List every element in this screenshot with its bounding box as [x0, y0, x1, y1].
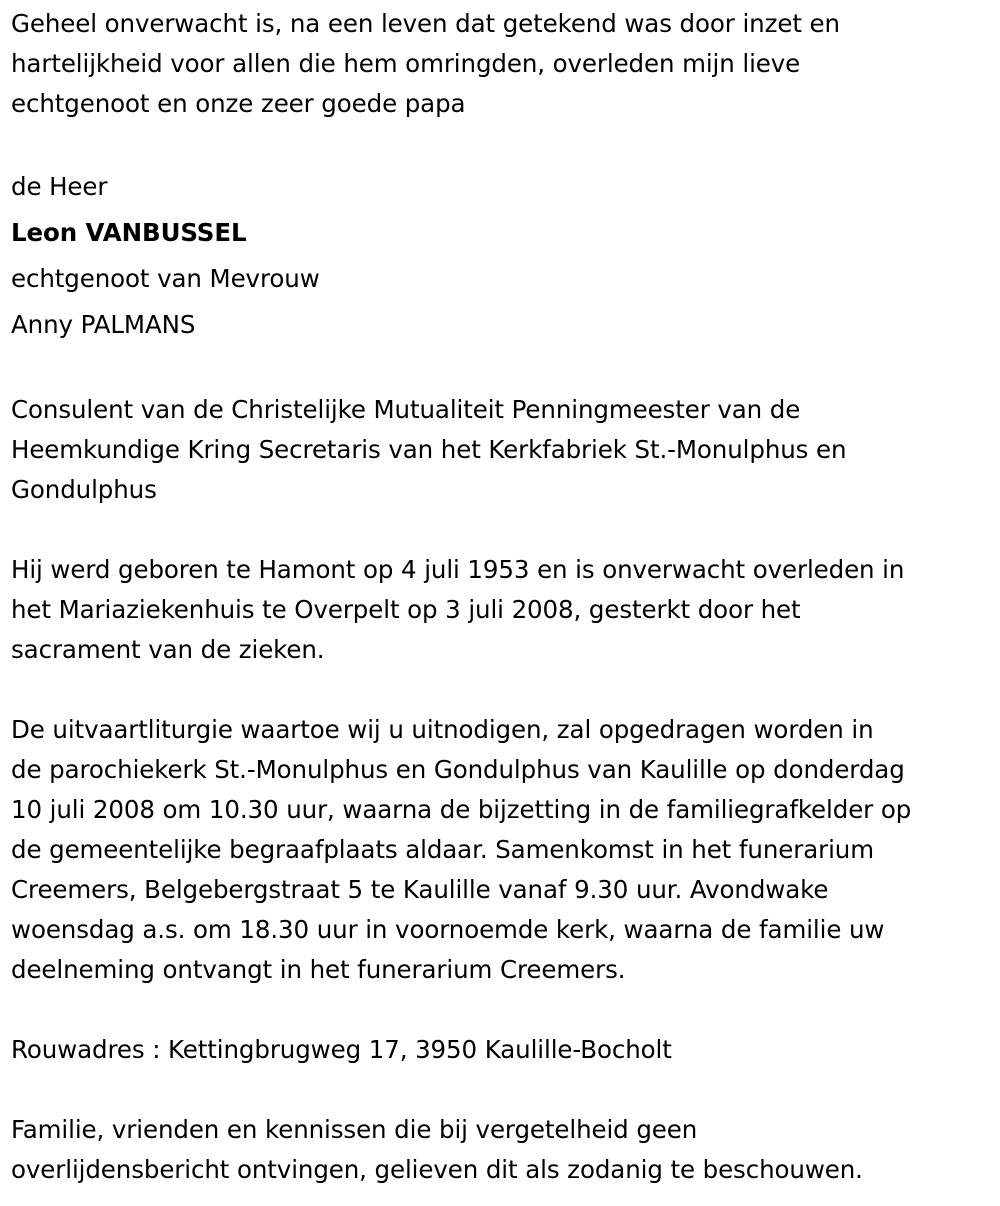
person-block [11, 164, 993, 348]
funeral-line: de parochiekerk St.-Monulphus en Gondulphus van Kaulille op donderdag [11, 755, 905, 784]
birth-death-paragraph [11, 550, 993, 670]
funeral-paragraph [11, 710, 993, 990]
paragraph-gap [11, 510, 993, 550]
funeral-line: 10 juli 2008 om 10.30 uur, waarna de bijzetting in de familiegrafkelder op [11, 795, 912, 824]
intro-paragraph [11, 4, 993, 124]
intro-line: hartelijkheid voor allen die hem omringden, overleden mijn lieve [11, 49, 801, 78]
paragraph-gap [11, 990, 993, 1030]
paragraph-gap [11, 670, 993, 710]
closing-line: overlijdensbericht ontvingen, gelieven dit als zodanig te beschouwen. [11, 1155, 863, 1184]
obituary-document [11, 4, 993, 1190]
person-title: de Heer [11, 172, 108, 201]
functions-line: Gondulphus [11, 475, 157, 504]
funeral-line: de gemeentelijke begraafplaats aldaar. Samenkomst in het funerarium [11, 835, 874, 864]
paragraph-gap [11, 124, 993, 164]
spouse-label: echtgenoot van Mevrouw [11, 264, 320, 293]
birth-death-line: sacrament van de zieken. [11, 635, 325, 664]
funeral-line: woensdag a.s. om 18.30 uur in voornoemde kerk, waarna de familie uw [11, 915, 885, 944]
closing-line: Familie, vrienden en kennissen die bij vergetelheid geen [11, 1115, 698, 1144]
functions-paragraph [11, 390, 993, 510]
mourning-address: Rouwadres : Kettingbrugweg 17, 3950 Kaulille-Bocholt [11, 1035, 672, 1064]
functions-line: Heemkundige Kring Secretaris van het Kerkfabriek St.-Monulphus en [11, 435, 847, 464]
person-name: Leon VANBUSSEL [11, 218, 247, 247]
paragraph-gap [11, 1070, 993, 1110]
closing-paragraph [11, 1110, 993, 1190]
intro-line: Geheel onverwacht is, na een leven dat getekend was door inzet en [11, 9, 840, 38]
funeral-line: Creemers, Belgebergstraat 5 te Kaulille vanaf 9.30 uur. Avondwake [11, 875, 829, 904]
birth-death-line: Hij werd geboren te Hamont op 4 juli 1953 en is onverwacht overleden in [11, 555, 905, 584]
funeral-line: De uitvaartliturgie waartoe wij u uitnodigen, zal opgedragen worden in [11, 715, 874, 744]
birth-death-line: het Mariaziekenhuis te Overpelt op 3 juli 2008, gesterkt door het [11, 595, 801, 624]
funeral-line: deelneming ontvangt in het funerarium Creemers. [11, 955, 626, 984]
spouse-name: Anny PALMANS [11, 310, 196, 339]
address-paragraph [11, 1030, 993, 1070]
functions-line: Consulent van de Christelijke Mutualiteit Penningmeester van de [11, 395, 801, 424]
paragraph-gap [11, 348, 993, 390]
intro-line: echtgenoot en onze zeer goede papa [11, 89, 466, 118]
